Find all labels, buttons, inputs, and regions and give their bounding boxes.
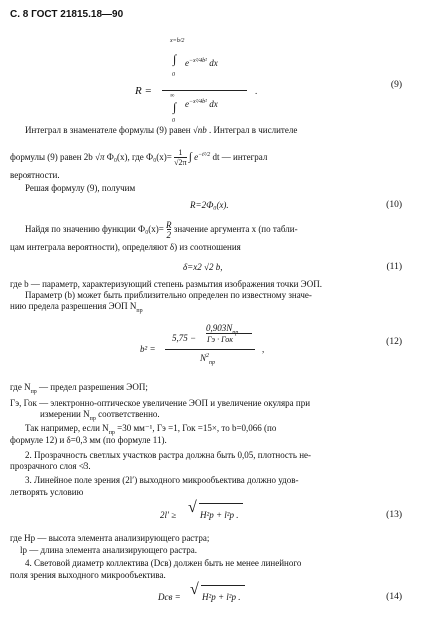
eq-number-11: (11) <box>386 262 402 272</box>
eq-number-9: (9) <box>390 80 402 90</box>
find-line-1: Найдя по значению функции Ф₀(x)= R 2 значение аргумента x (по табли- <box>25 220 298 240</box>
item3-line-1: 3. Линейное поле зрения (2l′) выходного микрообъектива должно удов- <box>25 475 299 485</box>
item2-line-1: 2. Прозрачность светлых участков растра должна быть 0,05, плотность не- <box>25 450 312 460</box>
eq-number-10: (10) <box>386 200 402 210</box>
eq-number-12: (12) <box>386 337 402 347</box>
eq-number-14: (14) <box>386 592 402 602</box>
where-b-line-3: нию предела разрешения ЭОП $N_{пр}$ <box>10 301 143 314</box>
item3-line-2: летворять условию <box>10 487 84 497</box>
find-line-2: цам интеграла вероятности), определяют δ) из соотношения <box>10 242 241 252</box>
where-h-text: где Hp — высота элемента анализирующего растра; <box>10 533 210 543</box>
item4-line-2: поля зрения выходного микрообъектива. <box>10 570 166 580</box>
gamma-line-2: измерении $N_{пр}$ соответственно. <box>40 409 160 422</box>
para-integral-line-1: Интеграл в знаменателе формулы (9) равен √nb . Интеграл в числителе <box>25 125 298 135</box>
example-line-1: Так например, если $N_{пр} =30$ мм⁻¹, Гэ =1, Гок =15×, то b=0,066 (по <box>25 423 277 436</box>
item4-line-1: 4. Световой диаметр коллектива (Dсв) должен быть не менее линейного <box>25 558 302 568</box>
para-integral-line-3: вероятности. <box>10 170 60 180</box>
solve-text: Решая формулу (9), получим <box>25 183 136 193</box>
item2-line-2: прозрачного слоя ≮3. <box>10 461 91 471</box>
para-integral-line-2: формулы (9) равен 2b √π Ф₀(x), где Ф₀(x)= 1 √2π ∫ $e^{-t^2/2}$ dt — интеграл <box>10 148 268 167</box>
example-line-2: формуле 12) и δ=0,3 мм (по формуле 11). <box>10 435 167 445</box>
where-b-line-1: где b — параметр, характеризующий степень размытия изображения точки ЭОП. <box>10 279 322 289</box>
where-n-text: где $N_{пр}$ — предел разрешения ЭОП; <box>10 382 148 395</box>
eq-number-13: (13) <box>386 510 402 520</box>
equation-11: δ=x2 √2 b, <box>183 262 223 272</box>
where-b-line-2: Параметр (b) может быть приблизительно определен по известному значе- <box>25 290 312 300</box>
page-header: С. 8 ГОСТ 21815.18—90 <box>10 9 124 20</box>
where-l-text: lp — длина элемента анализирующего растра. <box>20 545 198 555</box>
equation-10: R=2Ф₀(x). <box>190 200 229 210</box>
gamma-line-1: Гэ, Гок — электронно-оптическое увеличение ЭОП и увеличение окуляра при <box>10 398 311 408</box>
